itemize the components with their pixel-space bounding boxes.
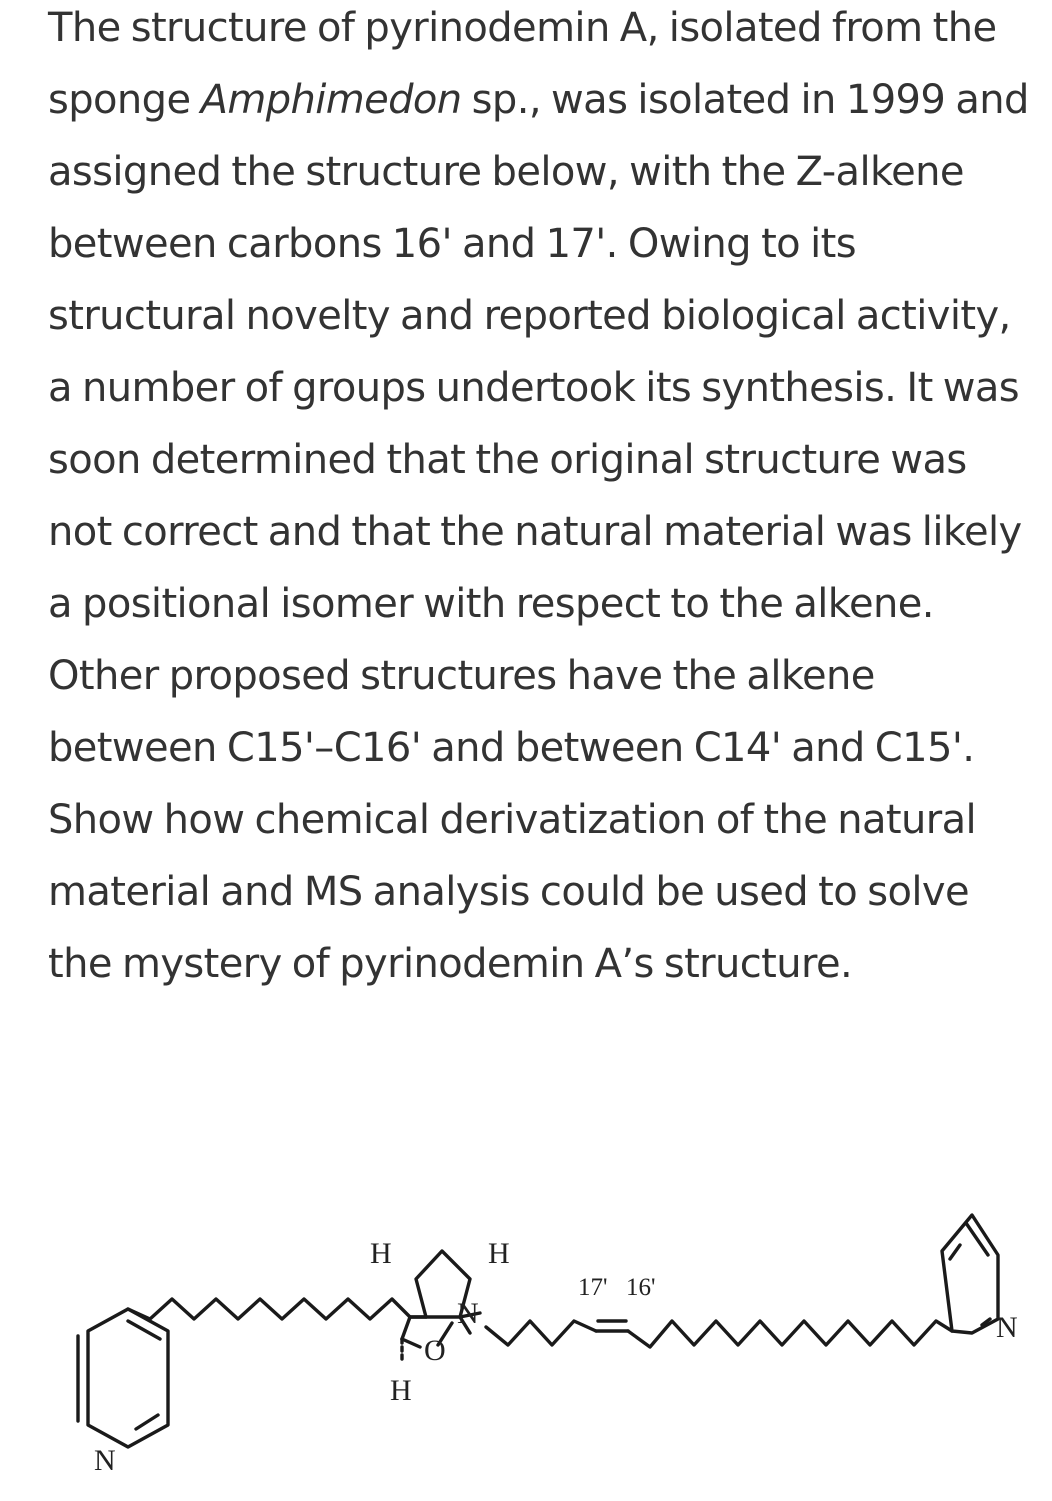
carbon-17-label: 17' [578,1274,608,1301]
right-pyridine-nitrogen-label: N [996,1311,1018,1344]
right-pyridine-double-bond-3 [950,1245,960,1259]
pyrinodemin-structure-figure [0,1135,1052,1501]
oxygen-label: O [424,1334,446,1367]
carbon-16-label: 16' [626,1274,656,1301]
right-alkyl-chain [486,1321,596,1345]
left-pyridine-ring [88,1309,168,1447]
right-pyridine-double-bond-2 [966,1223,988,1255]
pyrinodemin-structure-drawing [0,1135,1052,1501]
hydrogen-left-label: H [370,1237,392,1270]
question-text [48,0,1038,1000]
hydrogen-bottom-label: H [390,1374,412,1407]
right-pyridine-ring [942,1215,998,1333]
hydrogen-right-label: H [488,1237,510,1270]
genus-name: Amphimedon [200,77,462,123]
oxazine-c-o-bond [402,1339,420,1347]
left-alkyl-chain [128,1299,410,1319]
left-pyridine-nitrogen-label: N [94,1444,116,1477]
question-text-part2: sp., was isolated in 1999 and assigned the structure below, with the Z-alkene between carbons 16' and 17'. Owing to its structural novelty and reported biological activity, a number of groups undertook its synthesis. It was soon determined that the original structure was not correct and that the natural material was likely a positional isomer with respect to the alkene. Other proposed structures have the alkene between C15'–C16' and between C14' and C15'. Show how chemical derivatization of the natural material and MS analysis could be used to solve the mystery of pyrinodemin A’s structure. [48,77,1029,987]
oxazine-c-bond [402,1317,410,1339]
left-pyridine-double-bond-3 [136,1415,158,1429]
ring-nitrogen-label: N [457,1297,479,1330]
question-text-part1: The structure of pyrinodemin A, isolated from the sponge [48,5,997,123]
